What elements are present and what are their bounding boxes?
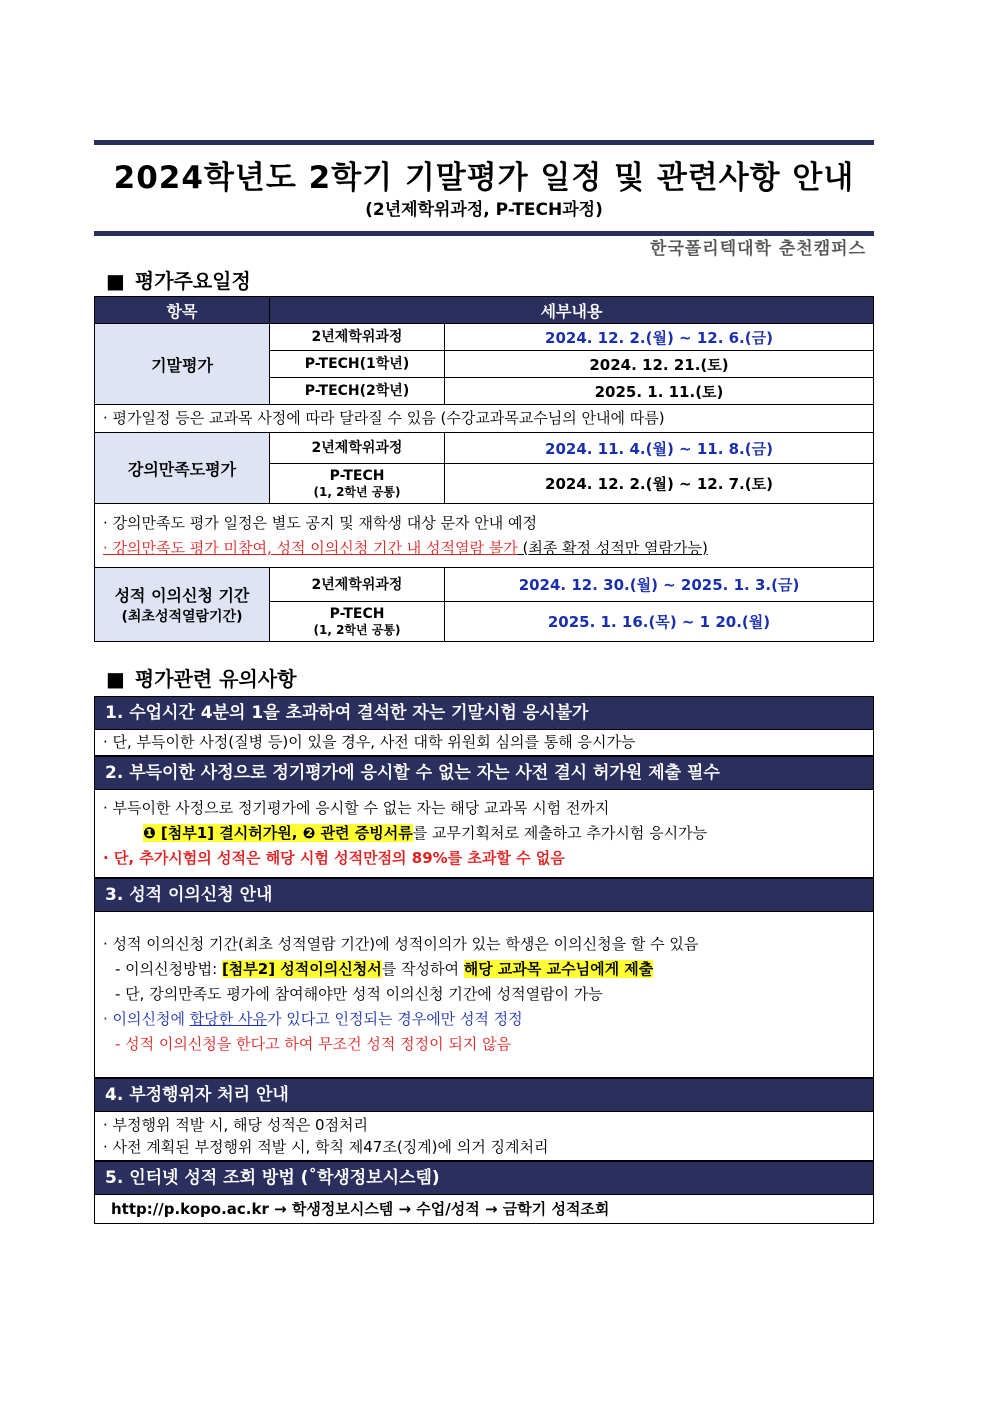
line-part: · 이의신청에 — [103, 1010, 190, 1028]
line-part: 가 있다고 인정되는 경우에만 성적 정정 — [266, 1010, 523, 1028]
notice-line: - 단, 강의만족도 평가에 참여해야만 성적 이의신청 기간에 성적열람이 가능 — [115, 985, 603, 1003]
notice-line: · 부득이한 사정으로 정기평가에 응시할 수 없는 자는 해당 교과목 시험 전까지 — [103, 799, 610, 817]
category-final-exam: 기말평가 — [95, 324, 270, 405]
sub-item: 2년제학위과정 — [270, 324, 445, 351]
notice-title: 5. 인터넷 성적 조회 방법 (˚학생정보시스템) — [94, 1161, 874, 1195]
campus-name: 한국폴리텍대학 춘천캠퍼스 — [650, 239, 866, 259]
sub-item-label: P-TECH — [329, 467, 385, 484]
schedule-table — [94, 296, 874, 642]
table-row — [95, 405, 874, 433]
square-bullet-icon: ■ — [106, 667, 125, 691]
notice-list — [94, 696, 874, 1224]
section-heading-text: 평가주요일정 — [134, 269, 251, 293]
notice-warning: · 단, 추가시험의 성적은 해당 시험 성적만점의 89%를 초과할 수 없음 — [103, 849, 565, 867]
notice-line — [103, 957, 873, 982]
notice-body — [94, 730, 874, 756]
underlined-phrase: 합당한 사유 — [189, 1010, 267, 1028]
section-heading-text: 평가관련 유의사항 — [134, 667, 297, 691]
sub-item-label: P-TECH — [329, 605, 385, 622]
sub-item: P-TECH(1학년) — [270, 351, 445, 378]
top-rule — [94, 140, 874, 145]
final-exam-note: · 평가일정 등은 교과목 사정에 따라 달라질 수 있음 (수강교과목교수님의 안내에 따름) — [95, 405, 874, 433]
notice-body — [94, 1195, 874, 1224]
section-heading-notices — [94, 666, 874, 692]
notice-line: · 사전 계획된 부정행위 적발 시, 학칙 제47조(징계)에 의거 징계처리 — [103, 1138, 549, 1156]
detail-date: 2024. 12. 2.(월) ~ 12. 6.(금) — [445, 324, 874, 351]
section-heading-schedule — [94, 268, 874, 294]
square-bullet-icon: ■ — [106, 269, 125, 293]
note-warning: · 강의만족도 평가 미참여, 성적 이의신청 기간 내 성적열람 불가 — [103, 538, 518, 557]
note-line: · 강의만족도 평가 일정은 별도 공지 및 재학생 대상 문자 안내 예정 — [103, 513, 537, 532]
line-part: - 이의신청방법: — [115, 960, 222, 978]
notice-line — [103, 821, 873, 846]
notice-title: 2. 부득이한 사정으로 정기평가에 응시할 수 없는 자는 사전 결시 허가원 제출 필수 — [94, 756, 874, 790]
sub-item: 2년제학위과정 — [270, 433, 445, 464]
satisfaction-notes — [95, 504, 874, 568]
category-label: 성적 이의신청 기간 — [114, 586, 250, 605]
notice-line: · 단, 부득이한 사정(질병 등)이 있을 경우, 사전 대학 위원회 심의를 통해 응시가능 — [103, 733, 636, 751]
line-part: 를 작성하여 — [381, 960, 464, 978]
sub-item — [270, 464, 445, 504]
highlighted-attachment: [첨부2] 성적이의신청서 — [221, 960, 382, 978]
detail-date: 2025. 1. 11.(토) — [445, 378, 874, 405]
notice-body — [94, 1112, 874, 1161]
category-appeal — [95, 568, 270, 642]
notice-body — [94, 912, 874, 1078]
bottom-rule — [94, 231, 874, 236]
detail-date: 2024. 12. 30.(월) ~ 2025. 1. 3.(금) — [445, 568, 874, 602]
column-header-item: 항목 — [95, 297, 270, 324]
notice-title: 1. 수업시간 4분의 1을 초과하여 결석한 자는 기말시험 응시불가 — [94, 696, 874, 730]
sub-item-note: (1, 2학년 공통) — [313, 622, 401, 637]
page-title: 2024학년도 2학기 기말평가 일정 및 관련사항 안내 — [113, 160, 855, 196]
notice-title: 4. 부정행위자 처리 안내 — [94, 1078, 874, 1112]
notice-line: · 부정행위 적발 시, 해당 성적은 0점처리 — [103, 1116, 369, 1134]
detail-date: 2025. 1. 16.(목) ~ 1 20.(월) — [445, 602, 874, 642]
table-header-row — [95, 297, 874, 324]
sub-item: P-TECH(2학년) — [270, 378, 445, 405]
notice-warning: - 성적 이의신청을 한다고 하여 무조건 성적 정정이 되지 않음 — [115, 1035, 512, 1053]
column-header-detail: 세부내용 — [270, 297, 874, 324]
category-satisfaction: 강의만족도평가 — [95, 433, 270, 504]
notice-line — [103, 1007, 873, 1032]
table-row — [95, 324, 874, 351]
sub-item-note: (1, 2학년 공통) — [313, 484, 401, 499]
table-row — [95, 568, 874, 602]
table-row — [95, 504, 874, 568]
line-tail: 를 교무기획처로 제출하고 추가시험 응시가능 — [412, 824, 708, 842]
detail-date: 2024. 11. 4.(월) ~ 11. 8.(금) — [445, 433, 874, 464]
sub-item: 2년제학위과정 — [270, 568, 445, 602]
notice-line: · 성적 이의신청 기간(최초 성적열람 기간)에 성적이의가 있는 학생은 이의신청을 할 수 있음 — [103, 935, 699, 953]
highlighted-attachment: ❶ [첨부1] 결시허가원, ❷ 관련 증빙서류 — [143, 824, 413, 842]
notice-title: 3. 성적 이의신청 안내 — [94, 878, 874, 912]
lookup-path: http://p.kopo.ac.kr → 학생정보시스템 → 수업/성적 → 금학기 성적조회 — [111, 1200, 610, 1218]
notice-document — [94, 140, 874, 1224]
detail-date: 2024. 12. 21.(토) — [445, 351, 874, 378]
page-subtitle: (2년제학위과정, P-TECH과정) — [365, 200, 603, 220]
category-sublabel: (최초성적열람기간) — [121, 609, 243, 625]
note-tail: (최종 확정 성적만 열람가능) — [517, 538, 708, 557]
detail-date: 2024. 12. 2.(월) ~ 12. 7.(토) — [445, 464, 874, 504]
note-line — [103, 536, 873, 561]
table-row — [95, 433, 874, 464]
sub-item — [270, 602, 445, 642]
notice-body — [94, 790, 874, 878]
highlighted-instruction: 해당 교과목 교수님에게 제출 — [463, 960, 654, 978]
